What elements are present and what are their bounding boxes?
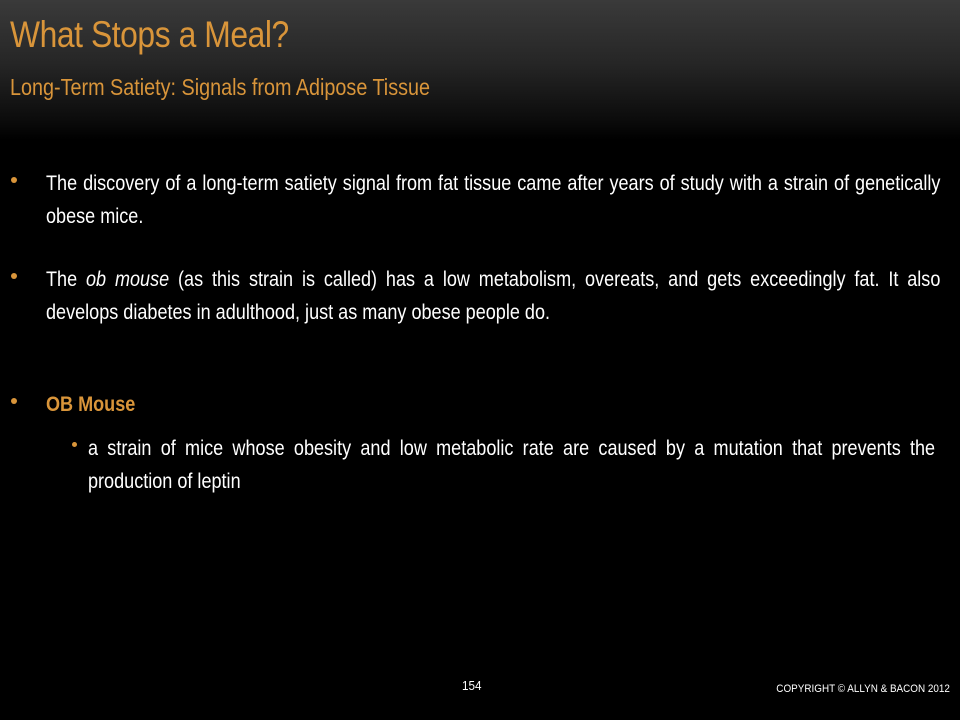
ob-mouse-text-before: The [46,268,86,291]
ob-mouse-heading: OB Mouse [46,393,136,416]
slide-title: What Stops a Meal? [10,14,289,55]
ob-mouse-italic-term: ob mouse [85,268,170,291]
copyright-notice: COPYRIGHT © ALLYN & BACON 2012 [776,683,950,695]
bullet-discovery-text: The discovery of a long-term satiety signal from fat tissue came after years of study with a strain of genetically obese mice. [46,172,941,228]
bullet-dot-icon [11,177,17,183]
bullet-ob-mouse-description-text [46,263,940,329]
ob-mouse-definition-text: a strain of mice whose obesity and low metabolic rate are caused by a mutation that prevents the production of leptin [88,437,936,493]
ob-mouse-text-after: (as this strain is called) has a low metabolism, overeats, and gets exceedingly fat. It also develops diabetes in adulthood, just as many obese people do. [46,268,941,324]
bullet-dot-icon [11,273,17,279]
slide-subtitle: Long-Term Satiety: Signals from Adipose Tissue [10,74,430,100]
page-number: 154 [462,678,482,693]
sub-bullet-dot-icon [72,442,77,447]
bullet-dot-icon [11,398,17,404]
